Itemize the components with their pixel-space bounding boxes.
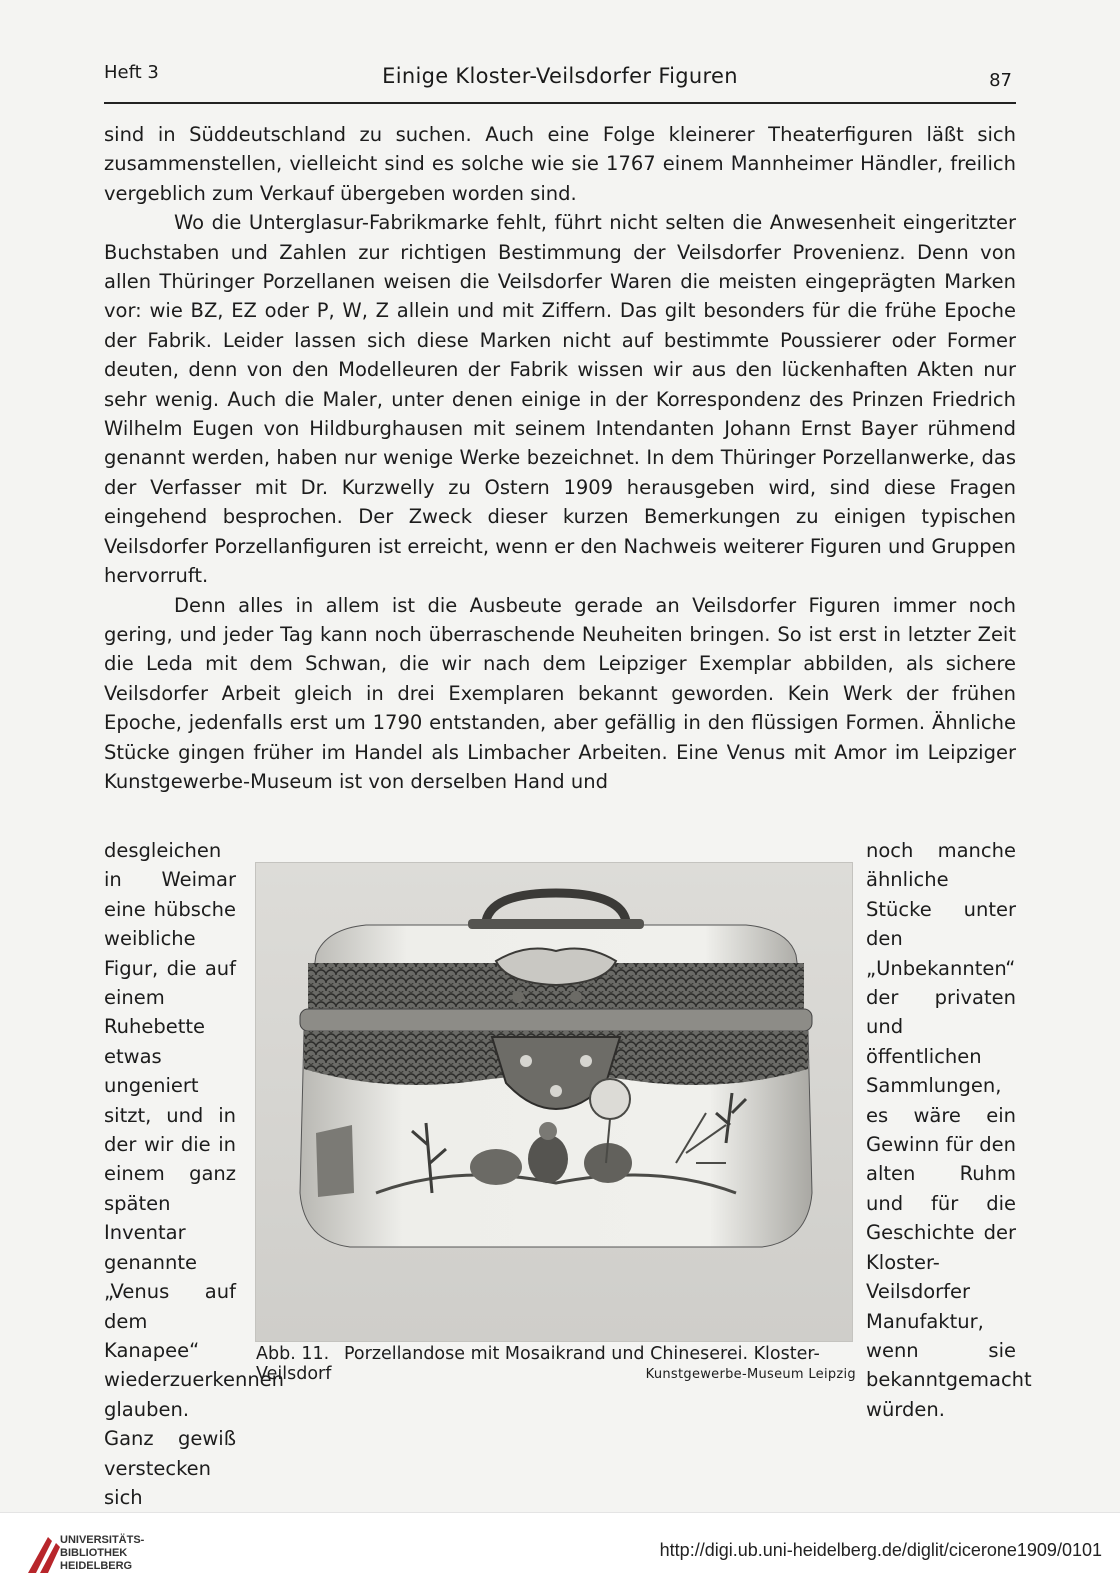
figure-label: Abb. 11.: [256, 1344, 330, 1364]
viewer-footer: [0, 1512, 1120, 1592]
library-name: UNIVERSITÄTS- BIBLIOTHEK HEIDELBERG: [60, 1534, 145, 1572]
page-title: Einige Kloster-Veilsdorfer Figuren: [382, 64, 738, 88]
figure-caption: [256, 1344, 856, 1384]
paragraph-3: Denn alles in allem ist die Ausbeute gerade an Veilsdorfer Figuren immer noch gering, und jeder Tag kann noch überraschende Neuheiten bringen. So ist erst in letzter Zeit die Leda mit dem Schwan, die wir nach dem Leipziger Exemplar abbilden, als sichere Veilsdorfer Arbeit gleich in drei Exemplaren bekannt geworden. Kein Werk der frühen Epoche, jedenfalls erst um 1790 entstanden, aber gefällig in den flüssigen Formen. Ähnliche Stücke gingen früher im Handel als Limbacher Arbeiten. Eine Venus mit Amor im Leipziger Kunstgewerbe-Museum ist von derselben Hand und: [104, 593, 1016, 793]
right-column-text: noch manche ähnliche Stücke unter den „Unbekannten“ der privaten und öffentlichen Sammlungen, es wäre ein Gewinn für den alten Ruhm und für die Geschichte der Kloster-Veilsdorfer Manufaktur, wenn sie bekanntgemacht würden.: [866, 839, 1032, 1421]
permalink-url[interactable]: http://digi.ub.uni-heidelberg.de/diglit/cicerone1909/0101: [659, 1540, 1102, 1560]
porcelain-box-illustration: [256, 863, 852, 1341]
figure-caption-text: Porzellandose mit Mosaikrand und Chineserei. Kloster-Veilsdorf: [256, 1344, 820, 1384]
left-text-column: [104, 836, 285, 1512]
left-column-text: desgleichen in Weimar eine hübsche weibliche Figur, die auf einem Ruhebette etwas ungeniert sitzt, und in der wir die in einem ganz späten Inventar genannte „Venus auf dem Kanapee“ wiederzuerkennen glauben. Ganz gewiß verstecken sich: [104, 839, 285, 1509]
paragraph-2: Wo die Unterglasur-Fabrikmarke fehlt, führt nicht selten die Anwesenheit eingeritzter Buchstaben und Zahlen zur richtigen Bestimmung der Veilsdorfer Provenienz. Denn von allen Thüringer Porzellanen weisen die Veilsdorfer Waren die meisten eingeprägten Marken vor: wie BZ, EZ oder P, W, Z allein und mit Ziffern. Das gilt besonders für die frühe Epoche der Fabrik. Leider lassen sich diese Marken nicht auf bestimmte Poussierer oder Former deuten, denn von den Modelleuren der Fabrik wissen wir aus den lückenhaften Akten nur sehr wenig. Auch die Maler, unter denen einige in der Korrespondenz des Prinzen Friedrich Wilhelm Eugen von Hildburghausen mit seinem Intendanten Johann Ernst Bayer rühmend genannt werden, haben nur wenige Werke bezeichnet. In dem Thüringer Porzellanwerke, das der Verfasser mit Dr. Kurzwelly zu Ostern 1909 herausgeben wird, sind diese Fragen eingehend besprochen. Der Zweck dieser kurzen Bemerkungen zu einigen typischen Veilsdorfer Porzellanfiguren ist erreicht, wenn er den Nachweis weiterer Figuren und Gruppen hervorruft.: [104, 211, 1016, 588]
article-body: [104, 120, 1016, 796]
right-text-column: [866, 836, 1032, 1424]
paragraph-1: sind in Süddeutschland zu suchen. Auch eine Folge kleinerer Theaterfiguren läßt sich zusammenstellen, vielleicht sind es solche wie sie 1767 einem Mannheimer Händler, freilich vergeblich zum Verkauf übergeben worden sind.: [104, 123, 1016, 205]
page-number: 87: [989, 70, 1012, 91]
running-header: [104, 62, 1016, 104]
issue-label: Heft 3: [104, 62, 159, 83]
porcelain-box-photo: [255, 862, 853, 1342]
figure-source: Kunstgewerbe-Museum Leipzig: [645, 1367, 856, 1382]
